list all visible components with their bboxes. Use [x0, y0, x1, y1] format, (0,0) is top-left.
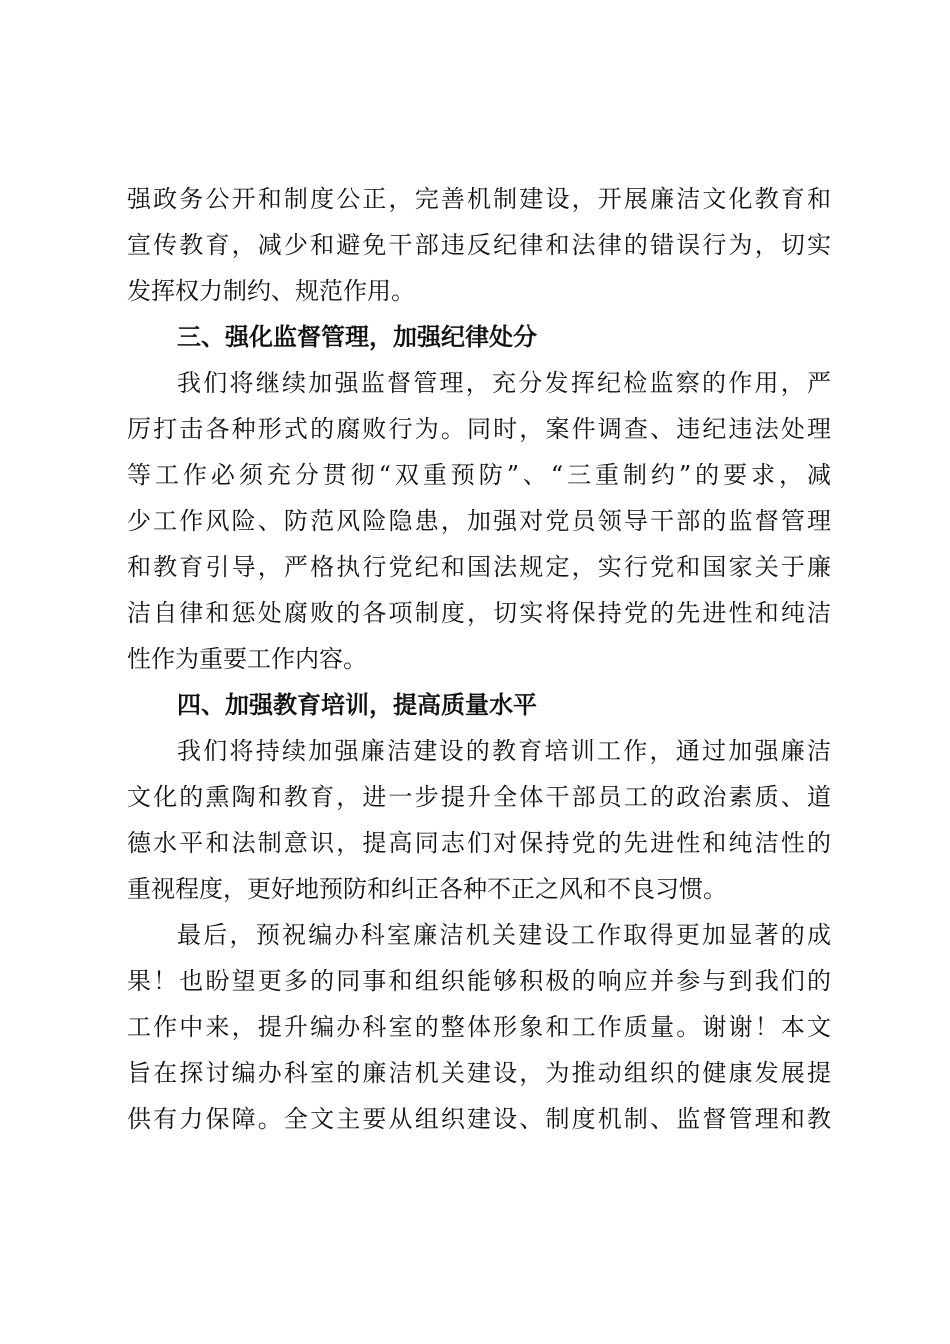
text-line: 我们将持续加强廉洁建设的教育培训工作，通过加强廉洁 [177, 737, 831, 765]
paragraph-continuation [127, 176, 831, 314]
text-line: 少工作风险、防范风险隐患，加强对党员领导干部的监督管理 [127, 507, 831, 535]
text-line: 文化的熏陶和教育，进一步提升全体干部员工的政治素质、道 [127, 783, 831, 811]
text-line: 旨在探讨编办科室的廉洁机关建设，为推动组织的健康发展提 [127, 1059, 831, 1087]
text-line: 洁自律和惩处腐败的各项制度，切实将保持党的先进性和纯洁 [127, 599, 831, 627]
paragraph-supervision [127, 360, 831, 682]
document-body [127, 176, 831, 1142]
text-line: 重视程度，更好地预防和纠正各种不正之风和不良习惯。 [127, 875, 727, 903]
section-heading-3: 三、强化监督管理，加强纪律处分 [177, 323, 537, 351]
text-line: 果！也盼望更多的同事和组织能够积极的响应并参与到我们的 [127, 967, 831, 995]
text-line: 最后，预祝编办科室廉洁机关建设工作取得更加显著的成 [177, 921, 831, 949]
paragraph-closing [127, 912, 831, 1142]
text-line: 德水平和法制意识，提高同志们对保持党的先进性和纯洁性的 [127, 829, 831, 857]
text-line: 工作中来，提升编办科室的整体形象和工作质量。谢谢！本文 [127, 1013, 831, 1041]
section-heading-4: 四、加强教育培训，提高质量水平 [177, 691, 537, 719]
text-line: 宣传教育，减少和避免干部违反纪律和法律的错误行为，切实 [127, 231, 831, 259]
text-line: 我们将继续加强监督管理，充分发挥纪检监察的作用，严 [177, 369, 831, 397]
text-line: 发挥权力制约、规范作用。 [127, 277, 415, 305]
paragraph-training [127, 728, 831, 912]
text-line: 厉打击各种形式的腐败行为。同时，案件调查、违纪违法处理 [127, 415, 831, 443]
text-line: 等工作必须充分贯彻“双重预防”、“三重制约”的要求，减 [127, 461, 831, 489]
text-line: 和教育引导，严格执行党纪和国法规定，实行党和国家关于廉 [127, 553, 831, 581]
text-line: 供有力保障。全文主要从组织建设、制度机制、监督管理和教 [127, 1105, 831, 1133]
text-line: 性作为重要工作内容。 [127, 645, 367, 673]
text-line: 强政务公开和制度公正，完善机制建设，开展廉洁文化教育和 [127, 185, 831, 213]
